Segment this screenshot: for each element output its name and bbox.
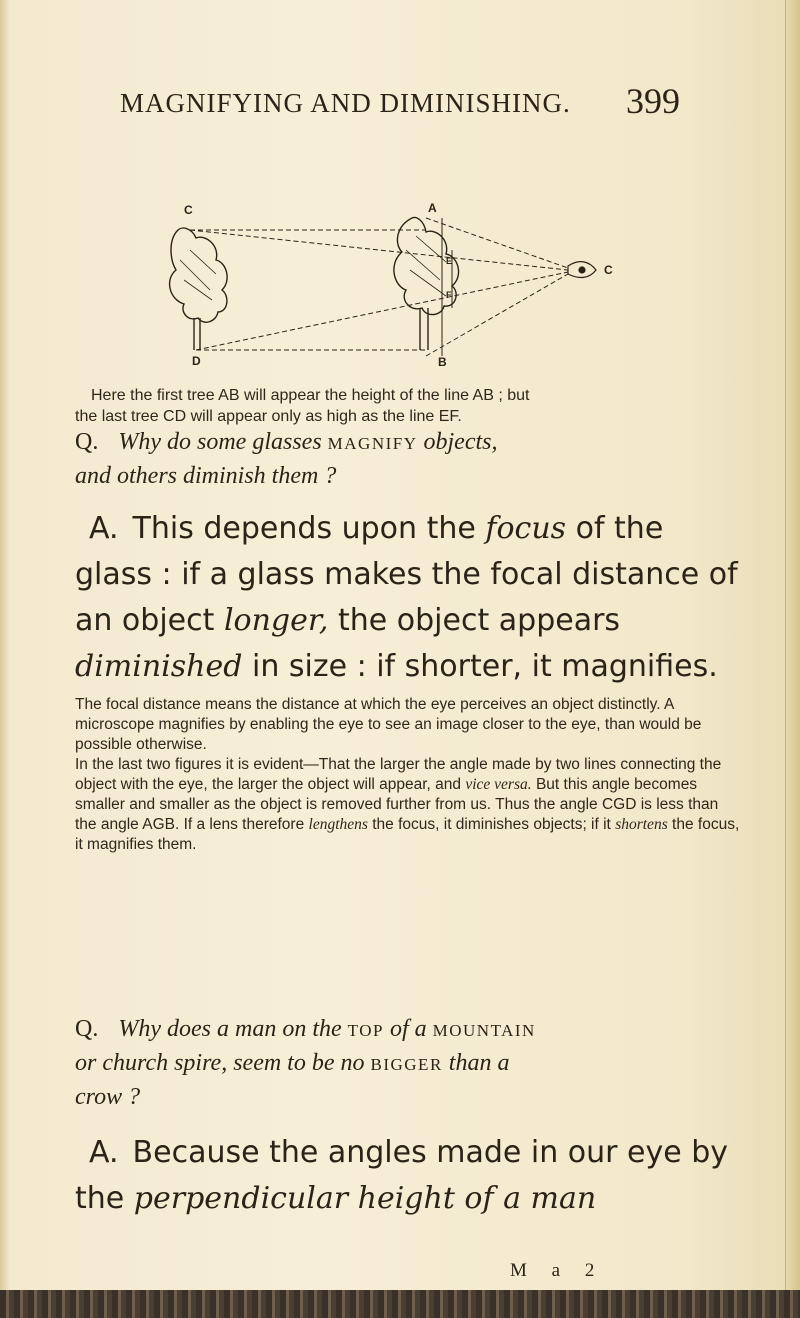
- question-keyword: top: [347, 1016, 384, 1042]
- answer-emphasis: perpendicular height of a man: [133, 1181, 597, 1216]
- header-title: MAGNIFYING AND DIMINISHING.: [120, 88, 571, 118]
- page-number: 399: [626, 81, 680, 121]
- explanatory-note: [75, 695, 740, 855]
- page-edge: [785, 0, 800, 1318]
- trees-diagram: [150, 200, 640, 370]
- sight-lines: [190, 218, 568, 356]
- answer-text: This depends upon the: [132, 511, 476, 546]
- note-text: But this angle becomes smaller and smaller as the object is removed further from us. Thus the angle CGD is less than the angle AGB. If a lens therefore: [75, 776, 719, 833]
- label-f: F: [446, 290, 452, 300]
- note-text: the focus, it diminishes objects; if it: [372, 816, 611, 833]
- tree-ab: [394, 218, 459, 356]
- answer-text: in size : if shorter, it magnifies.: [251, 649, 718, 684]
- answer-mountain: [75, 1130, 740, 1222]
- note-text: the focus, it magnifies them.: [75, 816, 740, 853]
- question-text: Why does a man on the: [118, 1016, 342, 1042]
- note-emphasis: lengthens: [308, 816, 368, 833]
- note-text: In the last two figures it is evident—That the larger the angle made by two lines connecting the object with the eye, the larger the object will appear, and: [75, 756, 722, 793]
- question-line-3: crow ?: [75, 1084, 141, 1110]
- answer-text: Because the angles made in our eye by the: [75, 1135, 729, 1216]
- answer-emphasis: diminished: [75, 649, 243, 684]
- answer-text: of the glass : if a glass makes the focal distance of an object: [75, 511, 738, 638]
- question-text: of a: [389, 1016, 427, 1042]
- page-bottom-edge: [0, 1290, 800, 1318]
- question-text: than a: [448, 1050, 510, 1076]
- note-paragraph-1: The focal distance means the distance at which the eye perceives an object distinctly. A microscope magnifies by enabling the eye to see an image closer to the eye, than would be possible otherwise.: [75, 696, 702, 753]
- question-text: or church spire, seem to be no: [75, 1050, 365, 1076]
- question-keyword: magnify: [327, 429, 418, 455]
- answer-emphasis: longer,: [223, 603, 329, 638]
- label-a: A: [428, 201, 437, 215]
- answer-label: A.: [89, 1135, 119, 1170]
- figure-caption: [75, 385, 735, 427]
- label-e: E: [446, 256, 453, 266]
- note-emphasis: shortens: [615, 816, 668, 833]
- page-gutter-shadow: [0, 0, 10, 1318]
- answer-label: A.: [89, 511, 119, 546]
- question-label: Q.: [75, 429, 99, 455]
- tree-cd: [170, 228, 228, 350]
- question-label: Q.: [75, 1016, 99, 1042]
- question-text: Why do some glasses: [118, 429, 322, 455]
- label-c-left: C: [184, 203, 193, 217]
- label-c-right: C: [604, 263, 613, 277]
- note-paragraph-2: [75, 755, 740, 855]
- note-emphasis: vice versa.: [465, 776, 532, 793]
- question-line-2: and others diminish them ?: [75, 463, 337, 489]
- question-text: objects,: [423, 429, 498, 455]
- question-mountain: [75, 1012, 735, 1114]
- caption-line-2: the last tree CD will appear only as high as the line EF.: [75, 408, 462, 425]
- label-d: D: [192, 354, 201, 368]
- answer-magnify: [75, 506, 740, 690]
- eye-c: [568, 262, 596, 278]
- answer-emphasis: focus: [485, 511, 567, 546]
- answer-text: the object appears: [338, 603, 621, 638]
- question-magnify: [75, 425, 735, 493]
- question-keyword: bigger: [370, 1050, 443, 1076]
- caption-line-1: Here the first tree AB will appear the height of the line AB ; but: [91, 387, 530, 404]
- label-b: B: [438, 355, 447, 369]
- printer-signature: M a 2: [510, 1260, 605, 1281]
- question-keyword: mountain: [432, 1016, 536, 1042]
- running-header: [120, 80, 680, 130]
